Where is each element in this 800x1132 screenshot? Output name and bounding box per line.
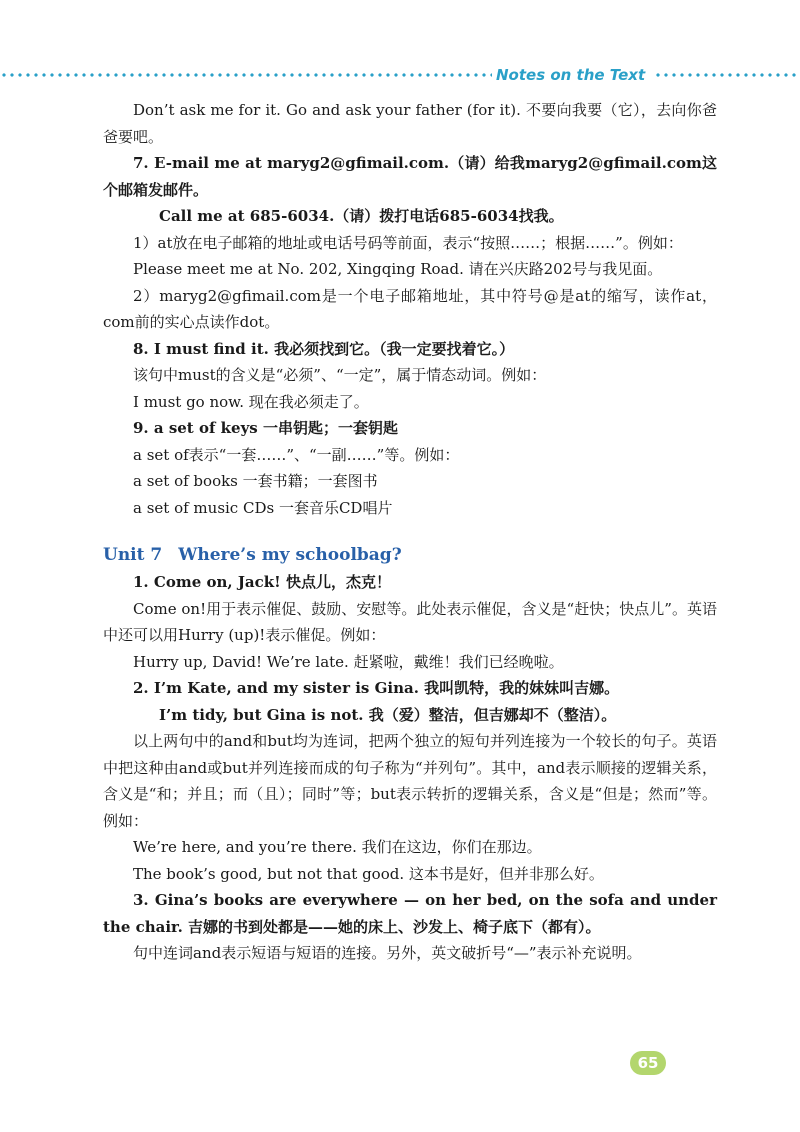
note-2-explanation: 以上两句中的and和but均为连词，把两个独立的短句并列连接为一个较长的句子。英语中把这种由and或but并列连接而成的句子称为“并列句”。其中，and表示顺接的逻辑关系，含义是“和；并且；而（且）；同时”等；but表示转折的逻辑关系，含义是“但是；然而”等。例如： (103, 732, 717, 830)
note-9-heading: 9. a set of keys 一串钥匙；一套钥匙 (133, 419, 398, 437)
note-7-heading: 7. E-mail me at maryg2@gfimail.com.（请）给我maryg2@gfimail.com这个邮箱发邮件。 (103, 154, 717, 199)
header-title: Notes on the Text (496, 66, 646, 84)
note-8-explanation: 该句中must的含义是“必须”、“一定”，属于情态动词。例如： (133, 366, 547, 384)
page-header (0, 64, 800, 86)
example-sentence: Please meet me at No. 202, Xingqing Road. 请在兴庆路202号与我见面。 (133, 260, 663, 278)
page-number-badge: 65 (630, 1051, 666, 1075)
header-dotted-rule-right (654, 73, 800, 77)
example-sentence: The book’s good, but not that good. 这本书是好，但并非那么好。 (133, 864, 604, 883)
note-2-heading: 2. I’m Kate, and my sister is Gina. 我叫凯特，我的妹妹叫吉娜。 (133, 679, 620, 697)
note-7-subheading: Call me at 685-6034.（请）拨打电话685-6034找我。 (159, 207, 564, 225)
note-1-explanation: Come on!用于表示催促、鼓励、安慰等。此处表示催促，含义是“赶快；快点儿”。英语中还可以用Hurry (up)!表示催促。例如： (103, 599, 717, 644)
header-dotted-rule-left (0, 73, 492, 77)
note-1-heading: 1. Come on, Jack! 快点儿，杰克！ (133, 573, 391, 591)
example-phrase: a set of music CDs 一套音乐CD唱片 (133, 498, 393, 517)
example-sentence: We’re here, and you’re there. 我们在这边，你们在那边。 (133, 838, 542, 856)
note-3-explanation: 句中连词and表示短语与短语的连接。另外，英文破折号“—”表示补充说明。 (133, 944, 642, 962)
section-spacer (103, 521, 717, 541)
note-3-heading: 3. Gina’s books are everywhere — on her bed, on the sofa and under the chair. 吉娜的书到处都是——她的床上、沙发上、椅子底下（都有）。 (103, 891, 717, 936)
example-sentence: Hurry up, David! We’re late. 赶紧啦，戴维！我们已经晚啦。 (133, 652, 564, 671)
unit-number: Unit 7 (103, 545, 163, 565)
example-phrase: a set of books 一套书籍；一套图书 (133, 472, 378, 490)
note-2-subheading: I’m tidy, but Gina is not. 我（爱）整洁，但吉娜却不（整洁）。 (159, 705, 617, 724)
page-content (103, 97, 717, 967)
note-7-point-2: 2）maryg2@gfimail.com是一个电子邮箱地址，其中符号@是at的缩写，读作at，com前的实心点读作dot。 (103, 286, 717, 331)
note-9-explanation: a set of表示“一套……”、“一副……”等。例如： (133, 445, 460, 464)
unit-heading (103, 541, 717, 569)
note-8-heading: 8. I must find it. 我必须找到它。（我一定要找着它。） (133, 339, 515, 358)
example-sentence: Don’t ask me for it. Go and ask your father (for it). 不要向我要（它），去向你爸爸要吧。 (103, 101, 717, 146)
note-7-point-1: 1）at放在电子邮箱的地址或电话号码等前面，表示“按照……；根据……”。例如： (133, 233, 683, 252)
example-sentence: I must go now. 现在我必须走了。 (133, 392, 369, 411)
unit-title: Where’s my schoolbag? (178, 545, 402, 565)
